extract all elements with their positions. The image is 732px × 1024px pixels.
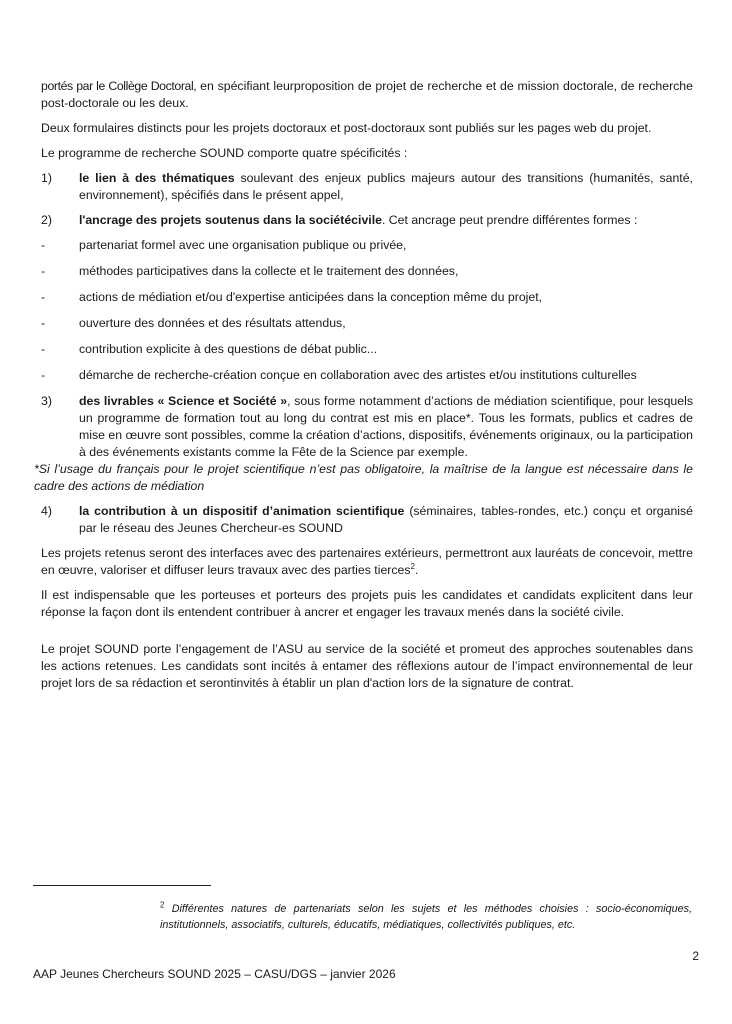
dash-marker: - — [41, 238, 46, 252]
item-heading: la contribution à un dispositif d’animation scientifique — [79, 504, 405, 518]
paragraph-forms: Deux formulaires distincts pour les projets doctoraux et post-doctoraux sont publiés sur les pages web du projet. — [41, 121, 652, 135]
item-number: 1) — [41, 171, 52, 185]
specificity-item-3: 3) des livrables « Science et Société », sous forme notamment d’actions de médiation scientifique, pour lesquels un programme de formation tout au long du contrat est mis en place*. Tous les formats, publics et cadres de mise en œuvre sont possibles, comme la création d’actions, dispositifs, événements originaux, ou la participation à des événements existants comme la Fête de la Science par exemple. — [41, 394, 693, 459]
footnote-number: 2 — [160, 900, 165, 910]
specificity-item-1: 1) le lien à des thématiques soulevant des enjeux publics majeurs autour des transitions (humanités, santé, environnement), spécifiés dans le présent appel, — [41, 171, 693, 202]
paragraph-intro: portés par le Collège Doctoral, en spécifiant leurproposition de projet de recherche et de mission doctorale, de recherche post-doctorale ou les deux. — [41, 79, 693, 110]
dash-marker: - — [41, 368, 46, 382]
specificity-item-4: 4) la contribution à un dispositif d’animation scientifique (séminaires, tables-rondes, etc.) conçu et organisé par le réseau des Jeunes Chercheur-es SOUND — [41, 504, 693, 535]
paragraph-partners: Les projets retenus seront des interfaces avec des partenaires extérieurs, permettront aux lauréats de concevoir, mettre en œuvre, valoriser et diffuser leurs travaux avec des parties tierces$^2$. — [41, 546, 693, 577]
specificity-item-2: 2) l'ancrage des projets soutenus dans la sociétécivile. Cet ancrage peut prendre différentes formes : — [41, 213, 638, 227]
paragraph-program: Le programme de recherche SOUND comporte quatre spécificités : — [41, 146, 408, 160]
paragraph-society: Il est indispensable que les porteuses et porteurs des projets puis les candidates et candidats explicitent dans leur réponse la façon dont ils entendent contribuer à ancrer et engager les travaux menés dans la société civile. — [41, 588, 693, 619]
list-item: - partenariat formel avec une organisation publique ou privée, — [41, 238, 407, 252]
footnote: $^2$ Différentes natures de partenariats selon les sujets et les méthodes choisies : socio-économiques, institutionnels, associatifs, culturels, éducatifs, médiatiques, collectivités publiques, etc. — [160, 900, 692, 931]
item-number: 4) — [41, 504, 52, 518]
item-number: 3) — [41, 394, 52, 408]
language-note: *Si l’usage du français pour le projet scientifique n’est pas obligatoire, la maîtrise de la langue est nécessaire dans le cadre des actions de médiation — [34, 462, 693, 493]
list-item: - méthodes participatives dans la collecte et le traitement des données, — [41, 264, 459, 278]
list-item: - démarche de recherche-création conçue en collaboration avec des artistes et/ou institutions culturelles — [41, 368, 637, 382]
dash-marker: - — [41, 316, 46, 330]
item-number: 2) — [41, 213, 52, 227]
paragraph-engagement: Le projet SOUND porte l’engagement de l’ASU au service de la société et promeut des approches soutenables dans les actions retenues. Les candidats sont incités à entamer des réflexions autour de l’impact environnemental de leur projet lors de sa rédaction et serontinvités à établir un plan d'action lors de la signature de contrat. — [41, 642, 693, 690]
list-item: - actions de médiation et/ou d'expertise anticipées dans la conception même du projet, — [41, 290, 543, 304]
page-footer: AAP Jeunes Chercheurs SOUND 2025 – CASU/DGS – janvier 2026 — [33, 967, 396, 981]
dash-marker: - — [41, 290, 46, 304]
list-item: - ouverture des données et des résultats attendus, — [41, 316, 346, 330]
page-number: 2 — [692, 949, 699, 963]
anchoring-bullet-list — [41, 237, 693, 384]
footnote-separator — [33, 885, 211, 886]
dash-marker: - — [41, 342, 46, 356]
item-heading: le lien à des thématiques — [79, 171, 235, 185]
list-item: - contribution explicite à des questions de débat public... — [41, 342, 378, 356]
item-heading: des livrables « Science et Société » — [79, 394, 288, 408]
college-doctoral-text: portés par le Collège Doctoral, — [41, 79, 197, 93]
dash-marker: - — [41, 264, 46, 278]
item-heading: l'ancrage des projets soutenus dans la sociétécivile — [79, 213, 382, 227]
footnote-reference: 2 — [410, 561, 415, 571]
document-body — [34, 78, 693, 700]
